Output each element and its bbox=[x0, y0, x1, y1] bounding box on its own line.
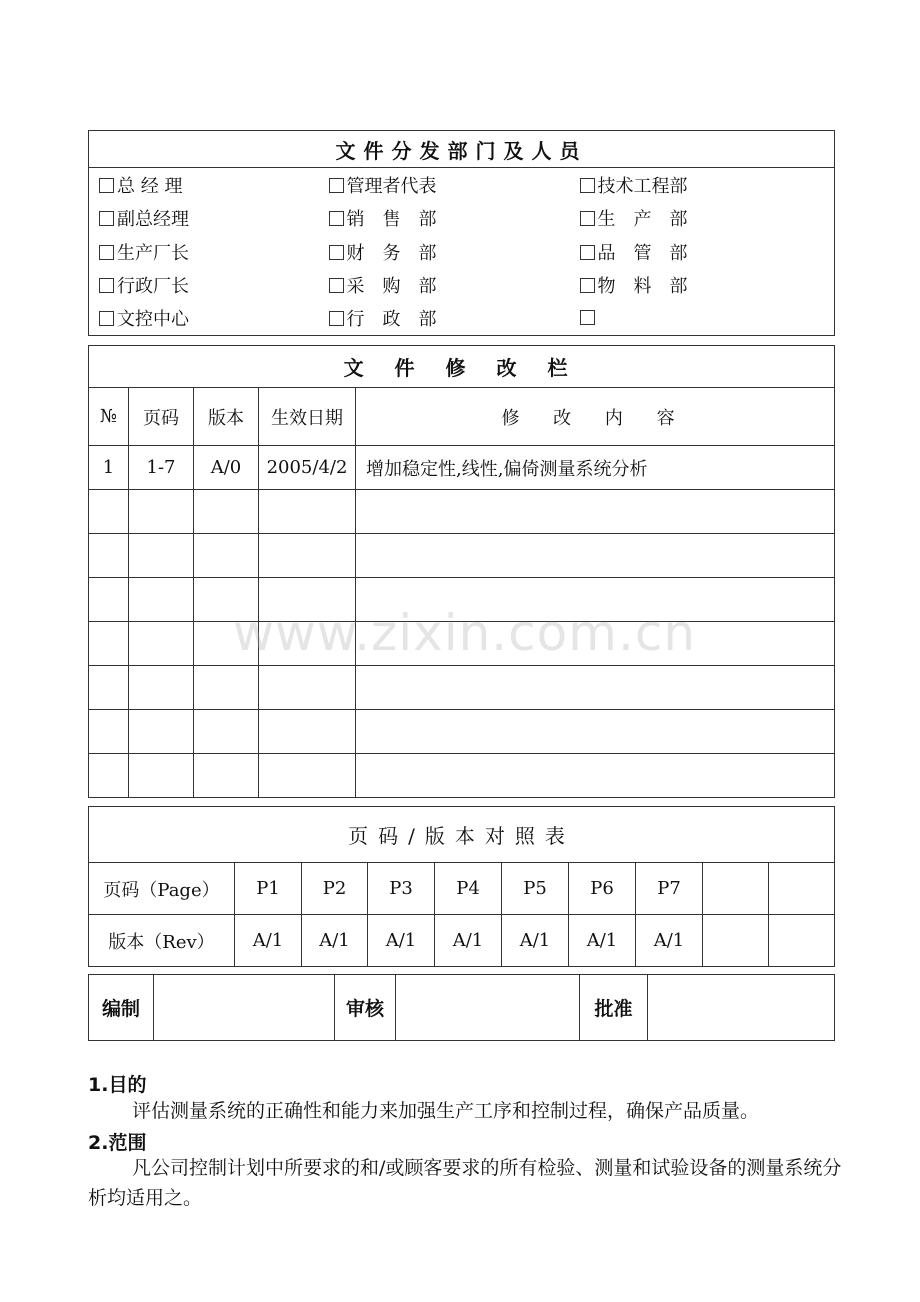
rev-cell bbox=[769, 915, 835, 967]
dist-item[interactable]: 文控中心 bbox=[89, 302, 319, 336]
empty-cell bbox=[356, 490, 835, 534]
empty-cell bbox=[129, 710, 194, 754]
empty-cell bbox=[89, 666, 129, 710]
rev-cell: A/1 bbox=[368, 915, 435, 967]
empty-cell bbox=[194, 490, 259, 534]
empty-cell bbox=[129, 666, 194, 710]
empty-cell bbox=[259, 578, 356, 622]
table-row bbox=[89, 490, 835, 534]
dist-item[interactable]: 管理者代表 bbox=[319, 168, 570, 202]
page-cell: P5 bbox=[502, 863, 569, 915]
rev-label: 版本（Rev） bbox=[89, 915, 235, 967]
page-cell: P1 bbox=[235, 863, 302, 915]
section-heading-purpose: 1.目的 bbox=[88, 1074, 147, 1096]
empty-cell bbox=[89, 754, 129, 798]
cell-version: A/0 bbox=[194, 446, 259, 490]
col-header-content: 修 改 内 容 bbox=[356, 388, 835, 446]
checkbox[interactable] bbox=[99, 178, 114, 193]
checkbox[interactable] bbox=[329, 278, 344, 293]
page-cell: P2 bbox=[302, 863, 368, 915]
checkbox[interactable] bbox=[580, 278, 595, 293]
empty-cell bbox=[356, 534, 835, 578]
review-field[interactable] bbox=[396, 975, 580, 1041]
distribution-table bbox=[88, 130, 835, 336]
revision-table bbox=[88, 345, 835, 798]
page-cell: P6 bbox=[569, 863, 636, 915]
rev-cell: A/1 bbox=[302, 915, 368, 967]
page-cell: P3 bbox=[368, 863, 435, 915]
empty-cell bbox=[129, 490, 194, 534]
empty-cell bbox=[194, 622, 259, 666]
table-row bbox=[89, 446, 835, 490]
empty-cell bbox=[194, 754, 259, 798]
cell-content: 增加稳定性,线性,偏倚测量系统分析 bbox=[356, 446, 835, 490]
empty-cell bbox=[89, 622, 129, 666]
dist-item[interactable]: 生 产 部 bbox=[570, 202, 835, 235]
col-header-version: 版本 bbox=[194, 388, 259, 446]
empty-cell bbox=[356, 578, 835, 622]
dist-item[interactable]: 技术工程部 bbox=[570, 168, 835, 202]
empty-cell bbox=[259, 754, 356, 798]
checkbox[interactable] bbox=[329, 211, 344, 226]
compile-field[interactable] bbox=[154, 975, 335, 1041]
signature-table bbox=[88, 974, 835, 1041]
checkbox[interactable] bbox=[580, 310, 595, 325]
page-cell: P7 bbox=[636, 863, 703, 915]
dist-item[interactable]: 总 经 理 bbox=[89, 168, 319, 202]
watermark: www.zixin.com.cn bbox=[233, 604, 697, 662]
col-header-date: 生效日期 bbox=[259, 388, 356, 446]
empty-cell bbox=[89, 710, 129, 754]
rev-cell: A/1 bbox=[636, 915, 703, 967]
dist-item[interactable]: 行 政 部 bbox=[319, 302, 570, 336]
empty-cell bbox=[129, 754, 194, 798]
empty-cell bbox=[356, 710, 835, 754]
section-heading-scope: 2.范围 bbox=[88, 1132, 147, 1154]
col-header-no: № bbox=[89, 388, 129, 446]
dist-item[interactable]: 品 管 部 bbox=[570, 235, 835, 268]
checkbox[interactable] bbox=[329, 245, 344, 260]
revision-title: 文 件 修 改 栏 bbox=[89, 346, 835, 388]
empty-cell bbox=[259, 534, 356, 578]
checkbox[interactable] bbox=[99, 211, 114, 226]
dist-item[interactable] bbox=[570, 302, 835, 336]
empty-cell bbox=[356, 666, 835, 710]
empty-cell bbox=[129, 534, 194, 578]
cell-date: 2005/4/2 bbox=[259, 446, 356, 490]
checkbox[interactable] bbox=[329, 178, 344, 193]
dist-item[interactable]: 财 务 部 bbox=[319, 235, 570, 268]
empty-cell bbox=[194, 578, 259, 622]
table-row bbox=[89, 754, 835, 798]
empty-cell bbox=[194, 710, 259, 754]
dist-item[interactable]: 副总经理 bbox=[89, 202, 319, 235]
checkbox[interactable] bbox=[99, 245, 114, 260]
empty-cell bbox=[194, 666, 259, 710]
rev-row bbox=[89, 915, 835, 967]
rev-cell: A/1 bbox=[435, 915, 502, 967]
empty-cell bbox=[259, 666, 356, 710]
empty-cell bbox=[259, 710, 356, 754]
checkbox[interactable] bbox=[580, 245, 595, 260]
table-row bbox=[89, 534, 835, 578]
rev-cell: A/1 bbox=[235, 915, 302, 967]
dist-item[interactable]: 生产厂长 bbox=[89, 235, 319, 268]
section-text-purpose: 评估测量系统的正确性和能力来加强生产工序和控制过程，确保产品质量。 bbox=[132, 1100, 760, 1122]
rev-cell: A/1 bbox=[502, 915, 569, 967]
empty-cell bbox=[259, 490, 356, 534]
approve-label: 批准 bbox=[580, 975, 648, 1041]
checkbox[interactable] bbox=[99, 278, 114, 293]
page-cell: P4 bbox=[435, 863, 502, 915]
review-label: 审核 bbox=[335, 975, 396, 1041]
empty-cell bbox=[89, 490, 129, 534]
page-version-table bbox=[88, 806, 835, 967]
empty-cell bbox=[194, 534, 259, 578]
empty-cell bbox=[356, 754, 835, 798]
cell-page: 1-7 bbox=[129, 446, 194, 490]
page-cell bbox=[703, 863, 769, 915]
empty-cell bbox=[259, 622, 356, 666]
empty-cell bbox=[129, 578, 194, 622]
table-row bbox=[89, 710, 835, 754]
dist-item[interactable]: 采 购 部 bbox=[319, 268, 570, 301]
distribution-title: 文件分发部门及人员 bbox=[89, 131, 835, 168]
empty-cell bbox=[129, 622, 194, 666]
table-row bbox=[89, 578, 835, 622]
page-cell bbox=[769, 863, 835, 915]
page-label: 页码（Page） bbox=[89, 863, 235, 915]
checkbox[interactable] bbox=[99, 311, 114, 326]
rev-cell bbox=[703, 915, 769, 967]
empty-cell bbox=[89, 578, 129, 622]
col-header-page: 页码 bbox=[129, 388, 194, 446]
dist-item[interactable]: 销 售 部 bbox=[319, 202, 570, 235]
checkbox[interactable] bbox=[329, 311, 344, 326]
rev-cell: A/1 bbox=[569, 915, 636, 967]
empty-cell bbox=[89, 534, 129, 578]
checkbox[interactable] bbox=[580, 178, 595, 193]
approve-field[interactable] bbox=[648, 975, 835, 1041]
table-row bbox=[89, 622, 835, 666]
cell-no: 1 bbox=[89, 446, 129, 490]
page-row bbox=[89, 863, 835, 915]
empty-cell bbox=[356, 622, 835, 666]
page-version-title: 页码/版本对照表 bbox=[89, 807, 835, 863]
dist-item[interactable]: 物 料 部 bbox=[570, 268, 835, 301]
table-row bbox=[89, 666, 835, 710]
dist-item[interactable]: 行政厂长 bbox=[89, 268, 319, 301]
checkbox[interactable] bbox=[580, 211, 595, 226]
section-text-scope: 凡公司控制计划中所要求的和/或顾客要求的所有检验、测量和试验设备的测量系统分析均适用之。 bbox=[88, 1157, 842, 1209]
compile-label: 编制 bbox=[89, 975, 154, 1041]
